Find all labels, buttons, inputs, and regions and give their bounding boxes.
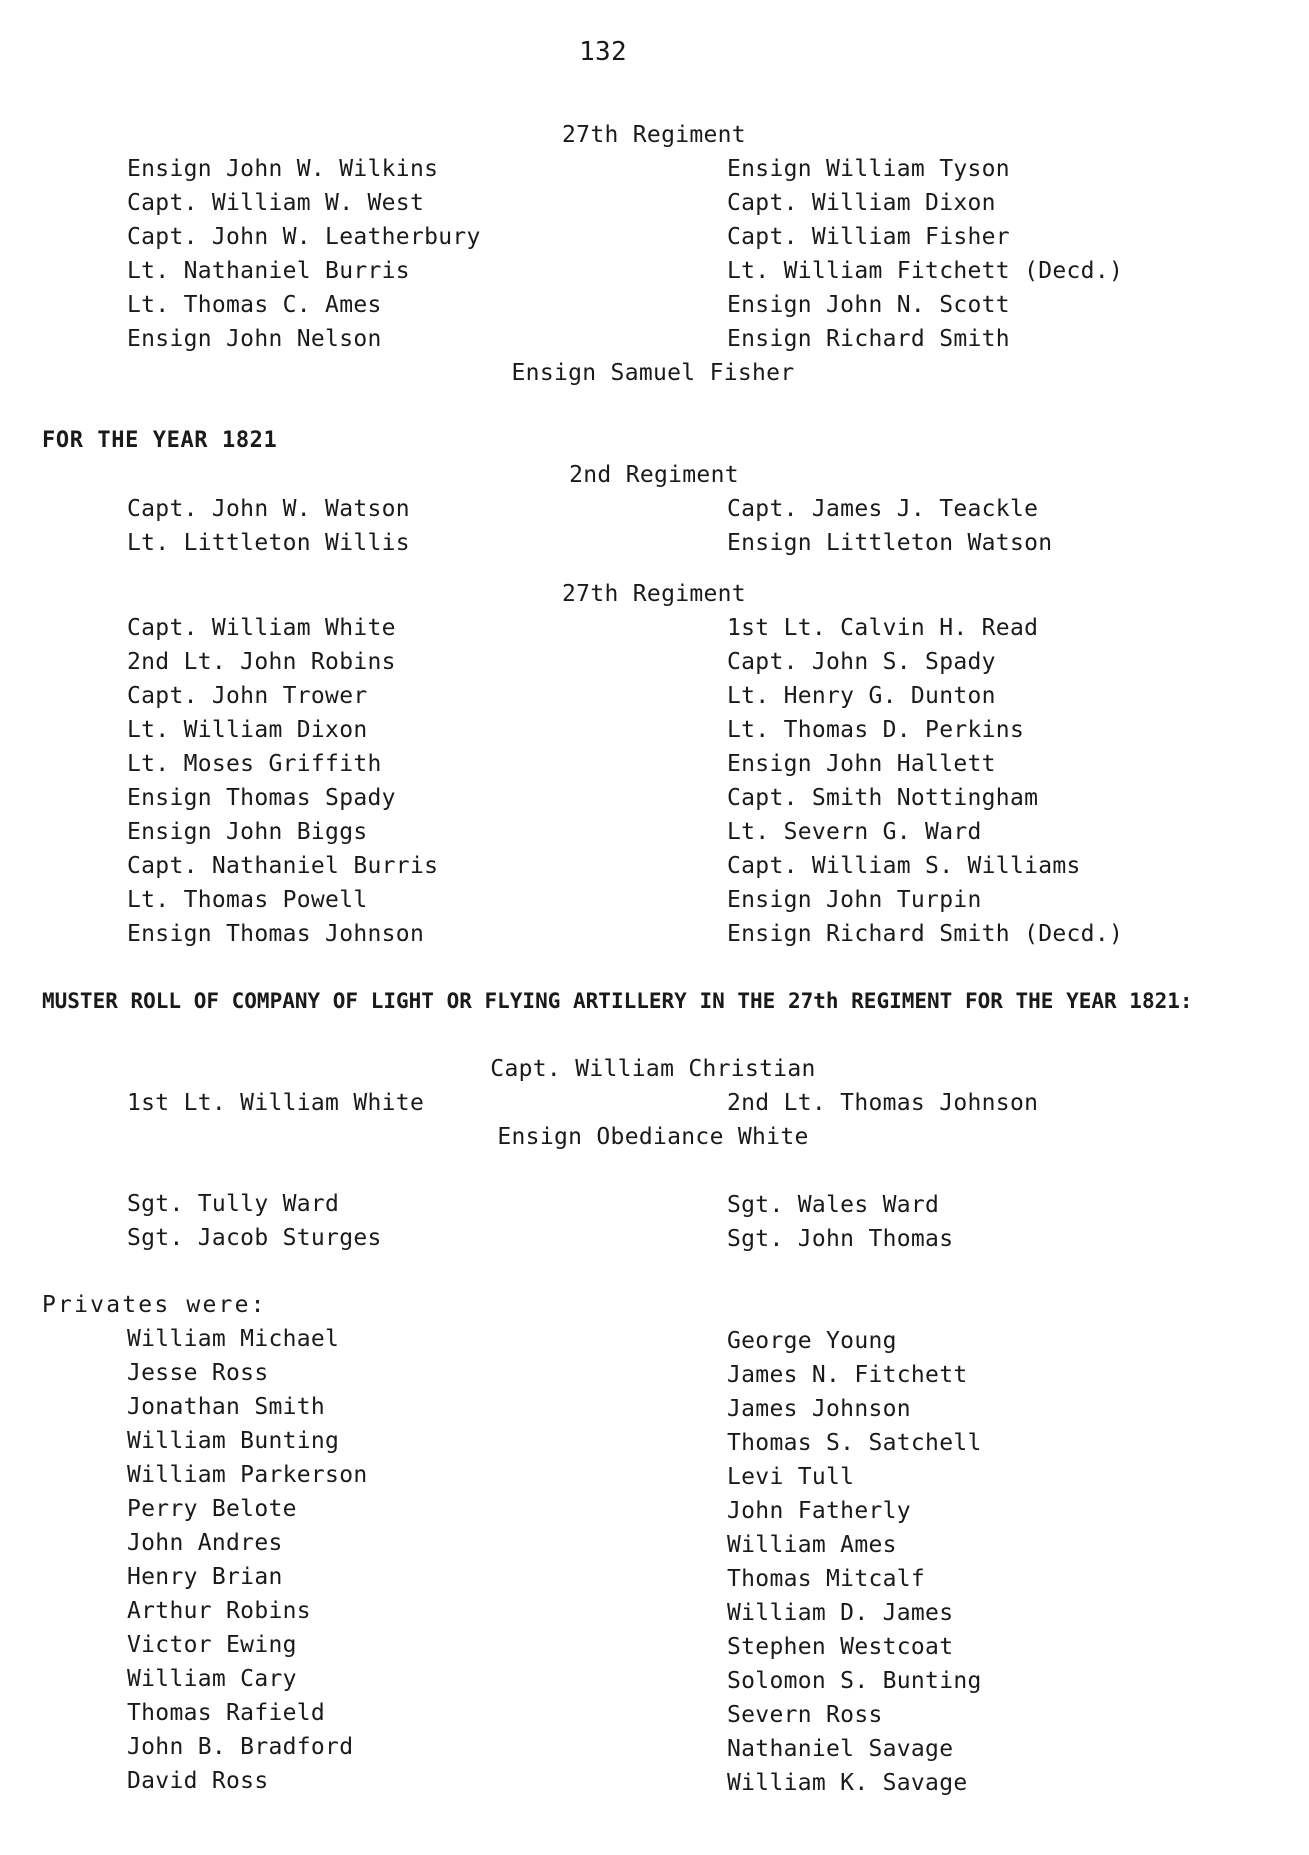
- name-entry: Capt. William Dixon: [727, 190, 996, 216]
- private-entry: George Young: [727, 1328, 897, 1354]
- regiment-heading: 27th Regiment: [562, 122, 746, 148]
- name-entry: Capt. John S. Spady: [727, 649, 996, 675]
- private-entry: Jesse Ross: [127, 1360, 269, 1386]
- name-entry: Lt. Severn G. Ward: [727, 819, 982, 845]
- sergeant-entry: Sgt. Tully Ward: [127, 1191, 340, 1217]
- name-entry: Capt. William Fisher: [727, 224, 1010, 250]
- name-entry: Ensign Thomas Johnson: [127, 921, 425, 947]
- private-entry: David Ross: [127, 1768, 269, 1794]
- private-entry: Thomas Rafield: [127, 1700, 326, 1726]
- name-entry: Lt. Henry G. Dunton: [727, 683, 996, 709]
- name-entry: Lt. William Fitchett (Decd.): [727, 258, 1124, 284]
- private-entry: Arthur Robins: [127, 1598, 311, 1624]
- name-entry: Capt. William W. West: [127, 190, 425, 216]
- page-number: 132: [579, 37, 627, 67]
- name-entry: Lt. Nathaniel Burris: [127, 258, 410, 284]
- captain-entry: Capt. William Christian: [490, 1056, 816, 1082]
- name-entry: Lt. Moses Griffith: [127, 751, 382, 777]
- name-entry: Lt. Thomas C. Ames: [127, 292, 382, 318]
- privates-label: Privates were:: [42, 1292, 267, 1318]
- name-entry: Capt. John Trower: [127, 683, 368, 709]
- name-entry: 1st Lt. Calvin H. Read: [727, 615, 1039, 641]
- sergeant-entry: Sgt. Jacob Sturges: [127, 1225, 382, 1251]
- private-entry: John Fatherly: [727, 1498, 911, 1524]
- name-entry: Ensign William Tyson: [727, 156, 1010, 182]
- name-entry: Ensign John W. Wilkins: [127, 156, 439, 182]
- section-heading: FOR THE YEAR 1821: [42, 428, 278, 453]
- name-entry: Ensign Littleton Watson: [727, 530, 1053, 556]
- muster-roll-heading: MUSTER ROLL OF COMPANY OF LIGHT OR FLYING ARTILLERY IN THE 27th REGIMENT FOR THE YEAR 1821:: [42, 989, 1193, 1013]
- private-entry: William K. Savage: [727, 1770, 968, 1796]
- name-entry-centered: Ensign Samuel Fisher: [511, 360, 795, 386]
- name-entry: Capt. William White: [127, 615, 396, 641]
- name-entry: Lt. William Dixon: [127, 717, 368, 743]
- name-entry: Capt. Smith Nottingham: [727, 785, 1039, 811]
- ensign-entry: Ensign Obediance White: [497, 1124, 809, 1150]
- private-entry: William D. James: [727, 1600, 954, 1626]
- name-entry: Capt. John W. Watson: [127, 496, 410, 522]
- first-lieutenant-entry: 1st Lt. William White: [127, 1090, 425, 1116]
- private-entry: James N. Fitchett: [727, 1362, 968, 1388]
- private-entry: William Bunting: [127, 1428, 340, 1454]
- private-entry: William Parkerson: [127, 1462, 368, 1488]
- name-entry: Capt. James J. Teackle: [727, 496, 1039, 522]
- private-entry: William Cary: [127, 1666, 297, 1692]
- private-entry: Henry Brian: [127, 1564, 283, 1590]
- sergeant-entry: Sgt. John Thomas: [727, 1226, 954, 1252]
- regiment-heading: 27th Regiment: [562, 581, 746, 607]
- name-entry: Ensign John Nelson: [127, 326, 382, 352]
- private-entry: Perry Belote: [127, 1496, 297, 1522]
- name-entry: Lt. Thomas Powell: [127, 887, 368, 913]
- private-entry: Stephen Westcoat: [727, 1634, 954, 1660]
- name-entry: Ensign Richard Smith: [727, 326, 1010, 352]
- private-entry: Thomas S. Satchell: [727, 1430, 982, 1456]
- name-entry: 2nd Lt. John Robins: [127, 649, 396, 675]
- name-entry: Ensign Thomas Spady: [127, 785, 396, 811]
- private-entry: William Ames: [727, 1532, 897, 1558]
- name-entry: Capt. Nathaniel Burris: [127, 853, 439, 879]
- private-entry: James Johnson: [727, 1396, 911, 1422]
- name-entry: Lt. Littleton Willis: [127, 530, 410, 556]
- private-entry: Levi Tull: [727, 1464, 855, 1490]
- second-lieutenant-entry: 2nd Lt. Thomas Johnson: [727, 1090, 1039, 1116]
- private-entry: William Michael: [127, 1326, 340, 1352]
- name-entry: Capt. John W. Leatherbury: [127, 224, 481, 250]
- name-entry: Ensign John Hallett: [727, 751, 996, 777]
- private-entry: John B. Bradford: [127, 1734, 354, 1760]
- name-entry: Capt. William S. Williams: [727, 853, 1081, 879]
- regiment-heading: 2nd Regiment: [569, 462, 739, 488]
- private-entry: Thomas Mitcalf: [727, 1566, 926, 1592]
- sergeant-entry: Sgt. Wales Ward: [727, 1192, 940, 1218]
- name-entry: Lt. Thomas D. Perkins: [727, 717, 1025, 743]
- private-entry: John Andres: [127, 1530, 283, 1556]
- name-entry: Ensign John Turpin: [727, 887, 982, 913]
- private-entry: Solomon S. Bunting: [727, 1668, 982, 1694]
- private-entry: Jonathan Smith: [127, 1394, 326, 1420]
- name-entry: Ensign John N. Scott: [727, 292, 1010, 318]
- name-entry: Ensign John Biggs: [127, 819, 368, 845]
- private-entry: Nathaniel Savage: [727, 1736, 954, 1762]
- private-entry: Victor Ewing: [127, 1632, 297, 1658]
- name-entry: Ensign Richard Smith (Decd.): [727, 921, 1124, 947]
- private-entry: Severn Ross: [727, 1702, 883, 1728]
